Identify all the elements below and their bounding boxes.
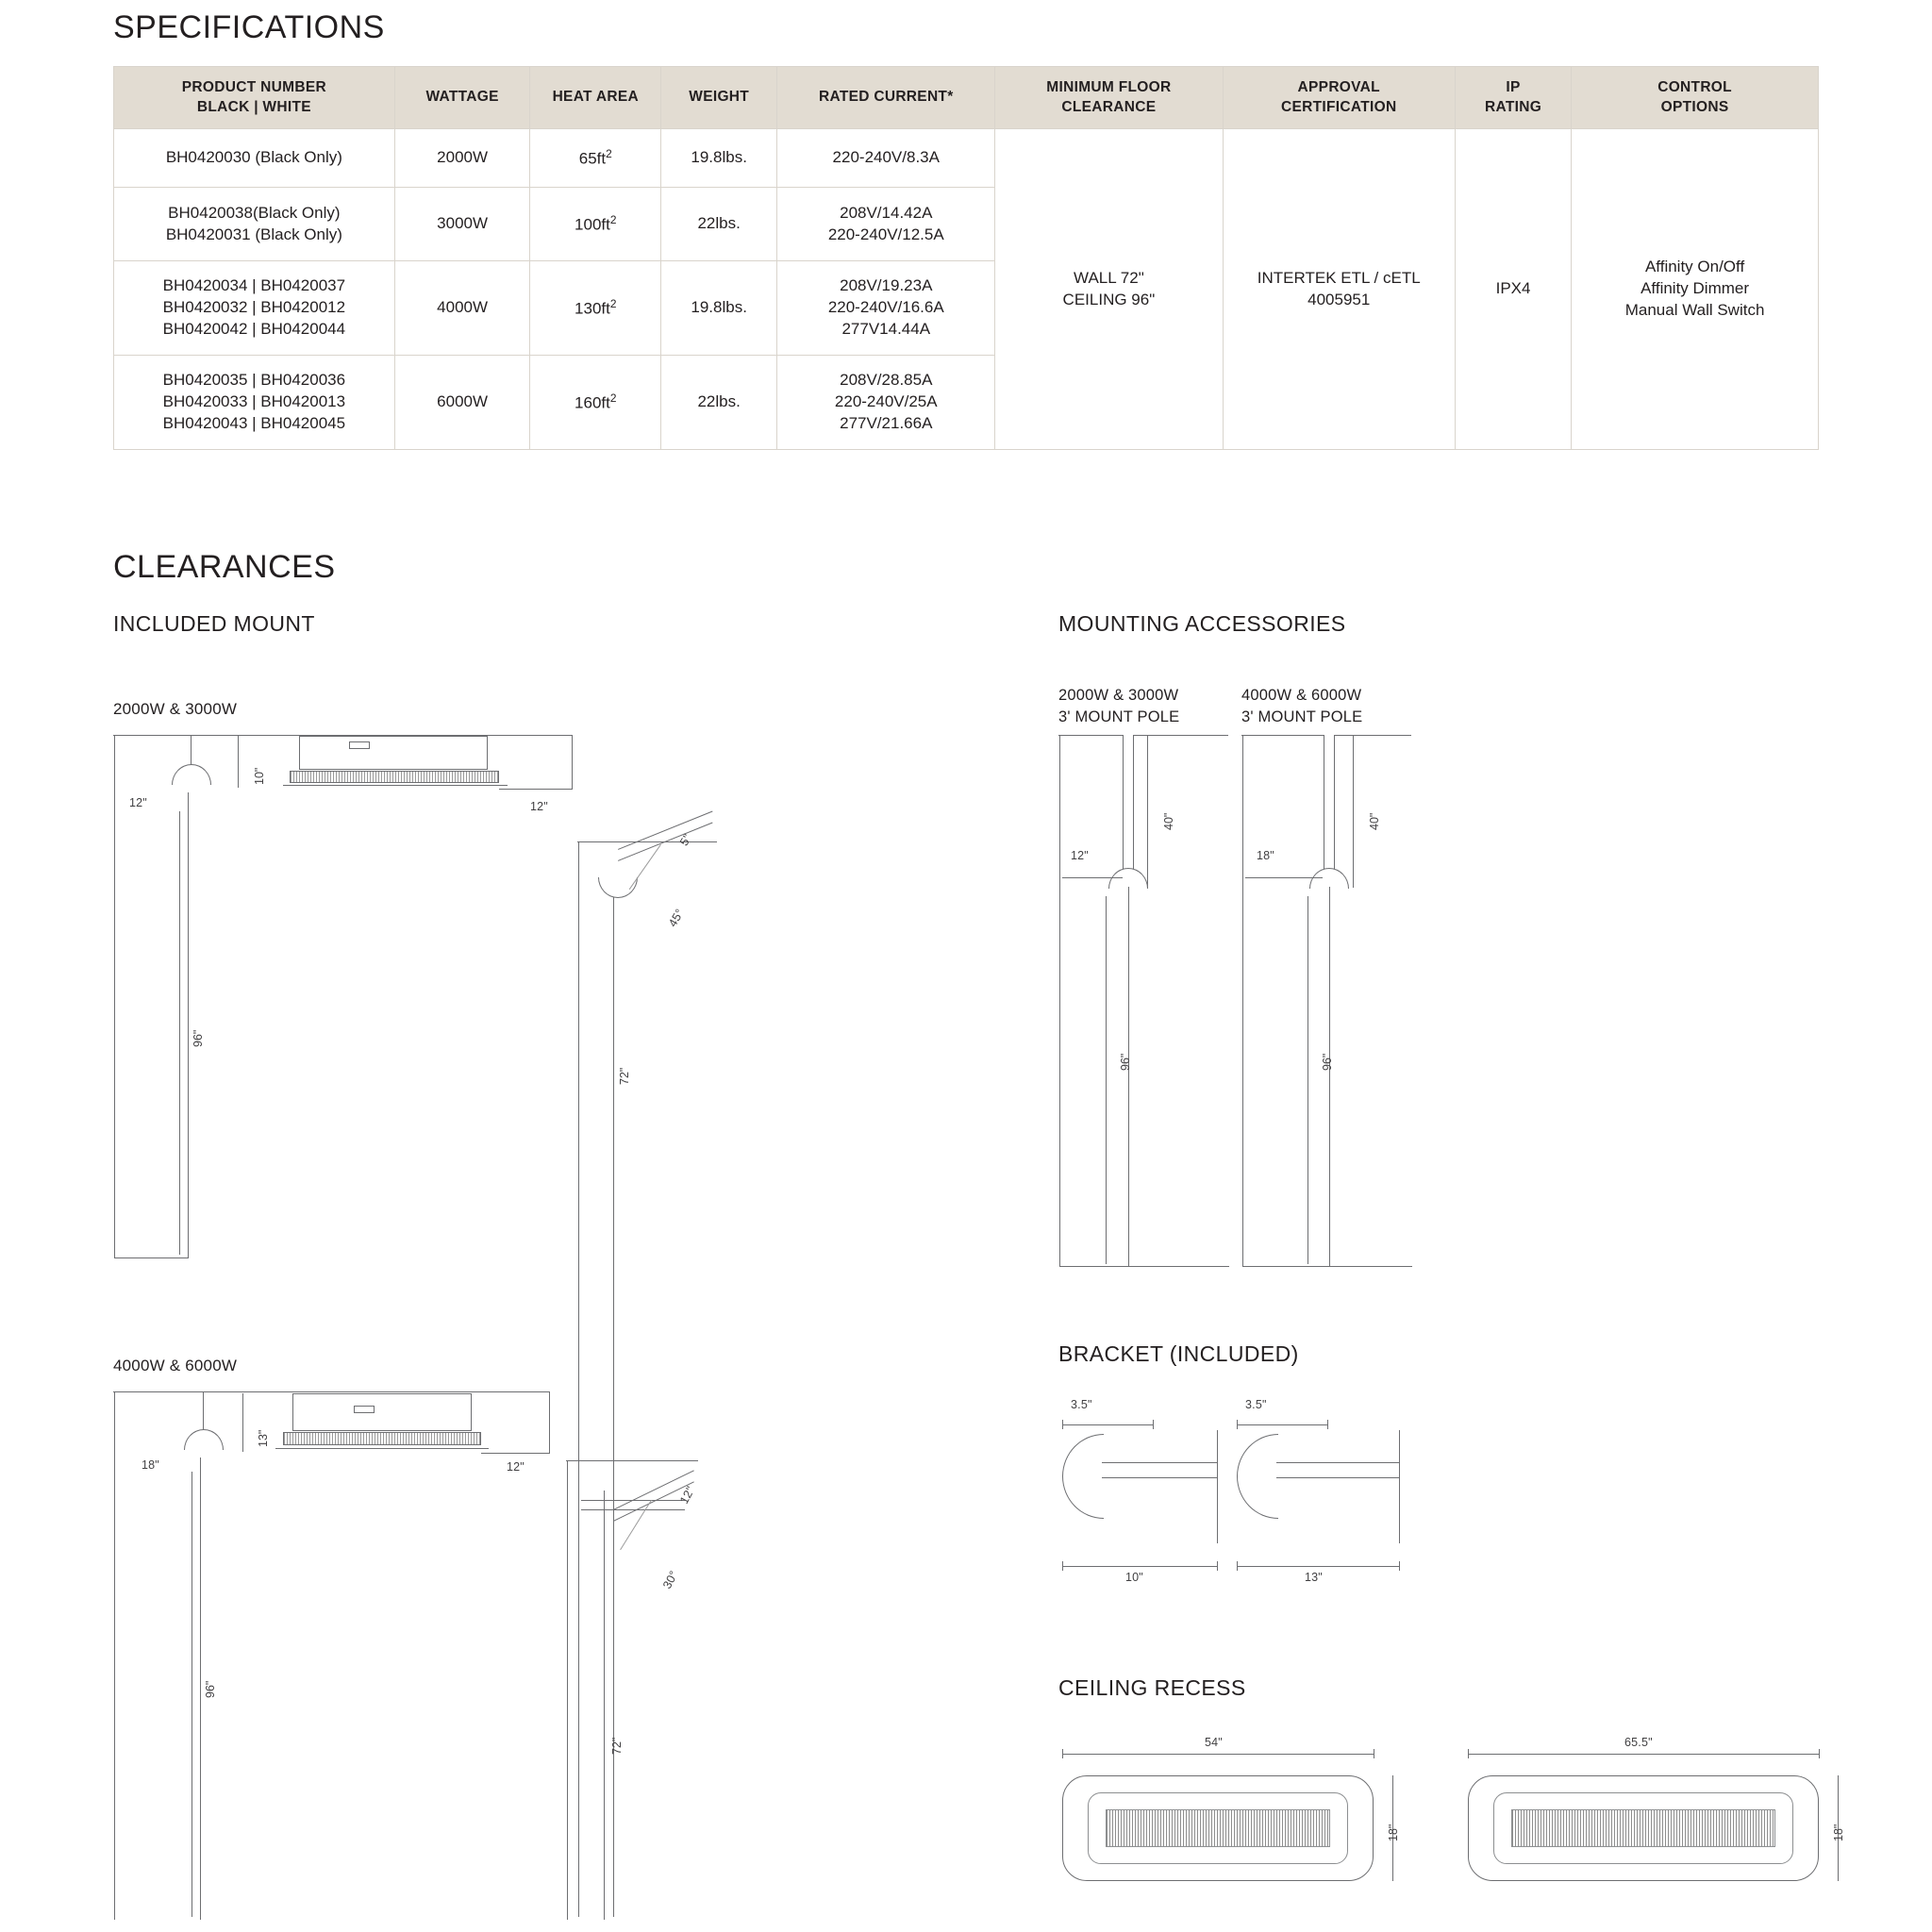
dim-18in: 18": [1257, 849, 1274, 862]
header-mfc-line1: MINIMUM FLOOR: [1046, 78, 1172, 95]
dim-10in: 10": [253, 767, 266, 785]
cell-weight: 22lbs.: [661, 356, 777, 450]
rated-current-line: 208V/14.42A: [840, 203, 933, 222]
dim-72in: 72": [618, 1067, 631, 1085]
cell-product-numbers: [114, 188, 395, 261]
heat-area-sup: 2: [606, 146, 612, 160]
pole2-caption-line2: 3' MOUNT POLE: [1241, 708, 1363, 725]
header-heat-area: HEAT AREA: [530, 67, 661, 129]
cell-approval-certification: [1223, 129, 1455, 450]
cell-wattage: 4000W: [394, 261, 530, 356]
rated-current-line: 220-240V/8.3A: [832, 148, 940, 167]
cell-weight: 22lbs.: [661, 188, 777, 261]
heat-area-sup: 2: [609, 296, 617, 310]
product-number: BH0420043 | BH0420045: [162, 413, 346, 432]
header-product-number: [114, 67, 395, 129]
ceiling-recess-heading: CEILING RECESS: [1058, 1675, 1246, 1700]
dim-13in: 13": [257, 1429, 270, 1447]
dim-54in: 54": [1205, 1736, 1223, 1749]
dim-12in-left: 12": [129, 796, 147, 809]
cell-product-numbers: [114, 261, 395, 356]
dim-65_5in: 65.5": [1624, 1736, 1653, 1749]
dim-40in: 40": [1368, 812, 1381, 830]
heat-area-value: 65ft: [578, 149, 607, 168]
header-control-line1: CONTROL: [1657, 78, 1732, 95]
rated-current-line: 277V/21.66A: [840, 413, 933, 432]
rated-current-line: 220-240V/25A: [834, 392, 938, 411]
dim-3_5in: 3.5": [1245, 1398, 1267, 1411]
product-number: BH0420042 | BH0420044: [162, 319, 346, 338]
dim-12in: 12": [507, 1460, 525, 1474]
cell-heat-area: [530, 356, 661, 450]
header-mfc-line2: CLEARANCE: [1061, 98, 1157, 115]
bracket-heading: BRACKET (INCLUDED): [1058, 1341, 1299, 1366]
cell-control-options: [1572, 129, 1819, 450]
rated-current-line: 208V/19.23A: [840, 276, 933, 295]
included-mount-heading: INCLUDED MOUNT: [113, 611, 315, 636]
dim-45deg: 45°: [666, 907, 687, 929]
heat-area-sup: 2: [609, 391, 617, 405]
dim-5in: 5": [677, 831, 695, 848]
mounting-accessories-heading: MOUNTING ACCESSORIES: [1058, 611, 1346, 636]
product-number: BH0420038(Black Only): [168, 203, 341, 222]
cell-product-numbers: [114, 356, 395, 450]
dim-13in: 13": [1305, 1571, 1323, 1584]
header-product-number-line1: PRODUCT NUMBER: [181, 78, 326, 95]
cell-weight: 19.8lbs.: [661, 129, 777, 188]
header-approval-line1: APPROVAL: [1297, 78, 1380, 95]
cell-weight: 19.8lbs.: [661, 261, 777, 356]
cell-min-floor-clearance: [995, 129, 1223, 450]
header-approval-line2: CERTIFICATION: [1281, 98, 1397, 115]
drawing-caption-2000-3000: 2000W & 3000W: [113, 700, 238, 718]
header-ip-rating: [1455, 67, 1571, 129]
dim-12in-angle: 12": [677, 1484, 698, 1507]
cell-heat-area: [530, 261, 661, 356]
header-ip-line1: IP: [1506, 78, 1521, 95]
rated-current-line: 277V14.44A: [841, 319, 931, 338]
header-wattage: WATTAGE: [394, 67, 530, 129]
heat-area-value: 160ft: [575, 393, 610, 412]
dim-12in: 12": [1071, 849, 1089, 862]
dim-72in: 72": [610, 1737, 624, 1755]
dim-40in: 40": [1162, 812, 1175, 830]
cell-rated-current: [777, 356, 995, 450]
mfc-line2: CEILING 96": [1062, 290, 1156, 308]
specifications-table: [113, 66, 1819, 450]
dim-10in: 10": [1125, 1571, 1143, 1584]
header-weight: WEIGHT: [661, 67, 777, 129]
dim-18in: 18": [1387, 1824, 1400, 1841]
product-number: BH0420031 (Black Only): [165, 225, 342, 243]
product-number: BH0420035 | BH0420036: [162, 371, 346, 390]
product-number: BH0420030 (Black Only): [165, 148, 342, 167]
dim-96in: 96": [192, 1029, 205, 1047]
control-option-2: Affinity Dimmer: [1641, 279, 1750, 298]
dim-96in: 96": [204, 1680, 217, 1698]
cell-rated-current: [777, 188, 995, 261]
dim-30deg: 30°: [660, 1568, 681, 1591]
header-min-floor-clearance: [995, 67, 1223, 129]
approval-line2: 4005951: [1307, 290, 1371, 308]
header-control-line2: OPTIONS: [1660, 98, 1729, 115]
cell-product-numbers: [114, 129, 395, 188]
header-rated-current: RATED CURRENT*: [777, 67, 995, 129]
drawing-caption-4000-6000: 4000W & 6000W: [113, 1357, 238, 1374]
cell-rated-current: [777, 261, 995, 356]
dim-18in: 18": [1832, 1824, 1845, 1841]
product-number: BH0420033 | BH0420013: [162, 392, 346, 411]
heat-area-value: 130ft: [575, 299, 610, 318]
control-option-1: Affinity On/Off: [1644, 258, 1745, 276]
table-header-row: [114, 67, 1819, 129]
header-approval-certification: [1223, 67, 1455, 129]
heat-area-value: 100ft: [575, 215, 610, 234]
product-number: BH0420034 | BH0420037: [162, 276, 346, 295]
rated-current-line: 220-240V/16.6A: [827, 298, 944, 317]
rated-current-line: 220-240V/12.5A: [827, 225, 944, 243]
cell-heat-area: [530, 188, 661, 261]
cell-ip-rating: IPX4: [1455, 129, 1571, 450]
cell-heat-area: [530, 129, 661, 188]
approval-line1: INTERTEK ETL / cETL: [1257, 268, 1421, 287]
specifications-heading: SPECIFICATIONS: [113, 9, 385, 45]
rated-current-line: 208V/28.85A: [840, 371, 933, 390]
header-control-options: [1572, 67, 1819, 129]
cell-wattage: 2000W: [394, 129, 530, 188]
header-product-number-line2: BLACK | WHITE: [196, 98, 311, 115]
table-row: [114, 129, 1819, 188]
dim-18in: 18": [142, 1458, 159, 1472]
control-option-3: Manual Wall Switch: [1624, 300, 1765, 319]
dim-3_5in: 3.5": [1071, 1398, 1092, 1411]
product-number: BH0420032 | BH0420012: [162, 298, 346, 317]
dim-96in: 96": [1321, 1053, 1334, 1071]
pole2-caption-line1: 4000W & 6000W: [1241, 687, 1362, 704]
pole1-caption-line2: 3' MOUNT POLE: [1058, 708, 1180, 725]
cell-wattage: 6000W: [394, 356, 530, 450]
cell-wattage: 3000W: [394, 188, 530, 261]
mfc-line1: WALL 72": [1074, 268, 1144, 287]
heat-area-sup: 2: [609, 212, 617, 226]
pole1-caption-line1: 2000W & 3000W: [1058, 687, 1179, 704]
clearances-heading: CLEARANCES: [113, 549, 336, 585]
dim-12in-right: 12": [530, 800, 548, 813]
dim-96in: 96": [1119, 1053, 1132, 1071]
header-ip-line2: RATING: [1485, 98, 1542, 115]
cell-rated-current: [777, 129, 995, 188]
